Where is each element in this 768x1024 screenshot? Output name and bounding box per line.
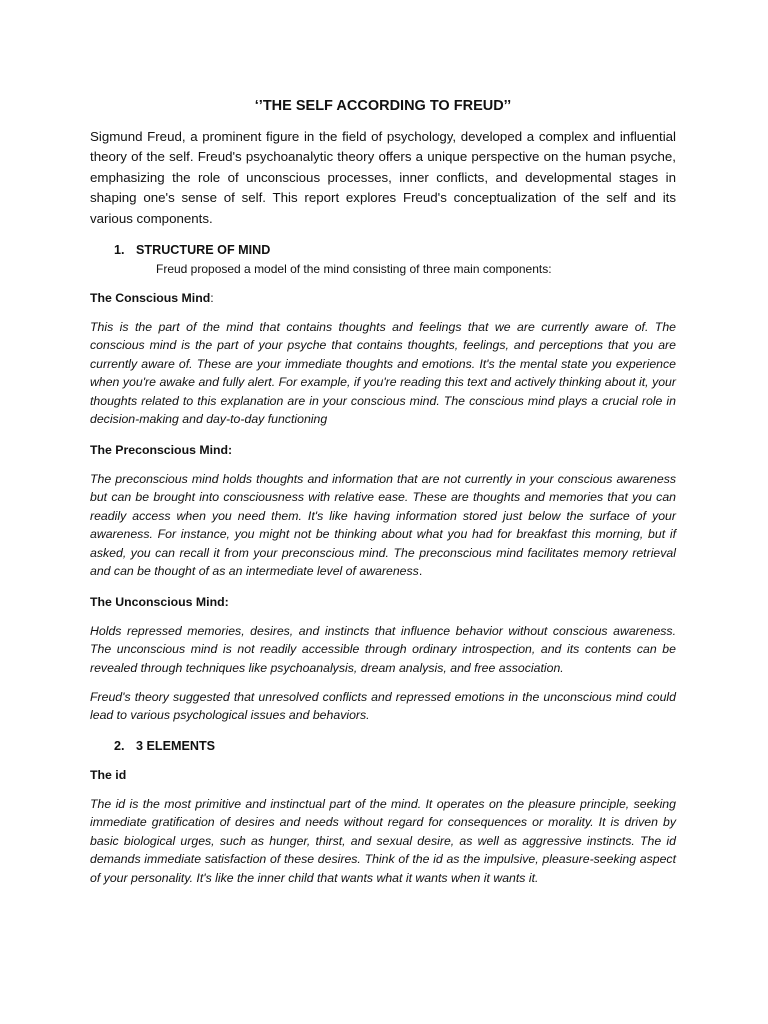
- section-heading-structure-of-mind: [114, 241, 270, 259]
- id-heading: The id: [90, 768, 127, 782]
- intro-paragraph: Sigmund Freud, a prominent figure in the field of psychology, developed a complex and influential theory of the self. Freud's psychoanalytic theory offers a unique perspective on the human psyche, emphasizing the role of unconscious processes, inner conflicts, and developmental stages in shaping one's sense of self. This report explores Freud's conceptualization of the self and its various components.: [90, 129, 676, 226]
- unconscious-mind-paragraph: Holds repressed memories, desires, and instincts that influence behavior without conscious awareness. The unconscious mind is not readily accessible through ordinary introspection, and its contents can be revealed through techniques like psychoanalysis, dream analysis, and free association.: [90, 624, 676, 675]
- preconscious-mind-text: The preconscious mind holds thoughts and information that are not currently in your conscious awareness but can be brought into consciousness with relative ease. These are thoughts and memories that you can readily access when you need them. It's like having information stored just below the surface of your awareness. For instance, you might not be thinking about what you had for breakfast this morning, but if asked, you can recall it from your preconscious mind. The preconscious mind facilitates memory retrieval and can be thought of as an intermediate level of awareness: [90, 472, 676, 579]
- preconscious-mind-paragraph: [90, 470, 676, 580]
- preconscious-mind-end: .: [418, 564, 423, 579]
- section-number: 1.: [114, 243, 125, 257]
- section-title: STRUCTURE OF MIND: [136, 243, 271, 257]
- section-title: 3 ELEMENTS: [136, 739, 216, 753]
- id-paragraph: The id is the most primitive and instinctual part of the mind. It operates on the pleasure principle, seeking immediate gratification of desires and needs without regard for consequences or morality. It is driven by basic biological urges, such as hunger, thirst, and sexual desire, as well as aggressive instincts. The id demands immediate satisfaction of these desires. Think of the id as the impulsive, pleasure-seeking aspect of your personality. It's like the inner child that wants what it wants when it wants it.: [90, 797, 676, 885]
- conscious-mind-heading-colon: :: [210, 291, 214, 305]
- preconscious-mind-heading: The Preconscious Mind:: [90, 443, 233, 457]
- document-title: ‘’THE SELF ACCORDING TO FREUD’’: [254, 98, 512, 114]
- conscious-mind-heading-text: The Conscious Mind: [90, 291, 211, 305]
- section-number: 2.: [114, 739, 125, 753]
- section-lead-text: Freud proposed a model of the mind consisting of three main components:: [156, 262, 552, 276]
- unconscious-mind-heading: The Unconscious Mind:: [90, 595, 229, 609]
- conscious-mind-paragraph: This is the part of the mind that contains thoughts and feelings that we are currently aware of. The conscious mind is the part of your psyche that contains thoughts, feelings, and perceptions that you are currently aware of. These are your immediate thoughts and emotions. It's the mental state you experience when you're awake and fully alert. For example, if you're reading this text and actively thinking about it, your thoughts related to this explanation are in your conscious mind. The conscious mind plays a crucial role in decision-making and day-to-day functioning: [90, 320, 676, 427]
- freud-theory-paragraph: Freud's theory suggested that unresolved conflicts and repressed emotions in the unconscious mind could lead to various psychological issues and behaviors.: [90, 690, 676, 723]
- conscious-mind-heading: [90, 289, 214, 307]
- section-heading-3-elements: [114, 737, 215, 755]
